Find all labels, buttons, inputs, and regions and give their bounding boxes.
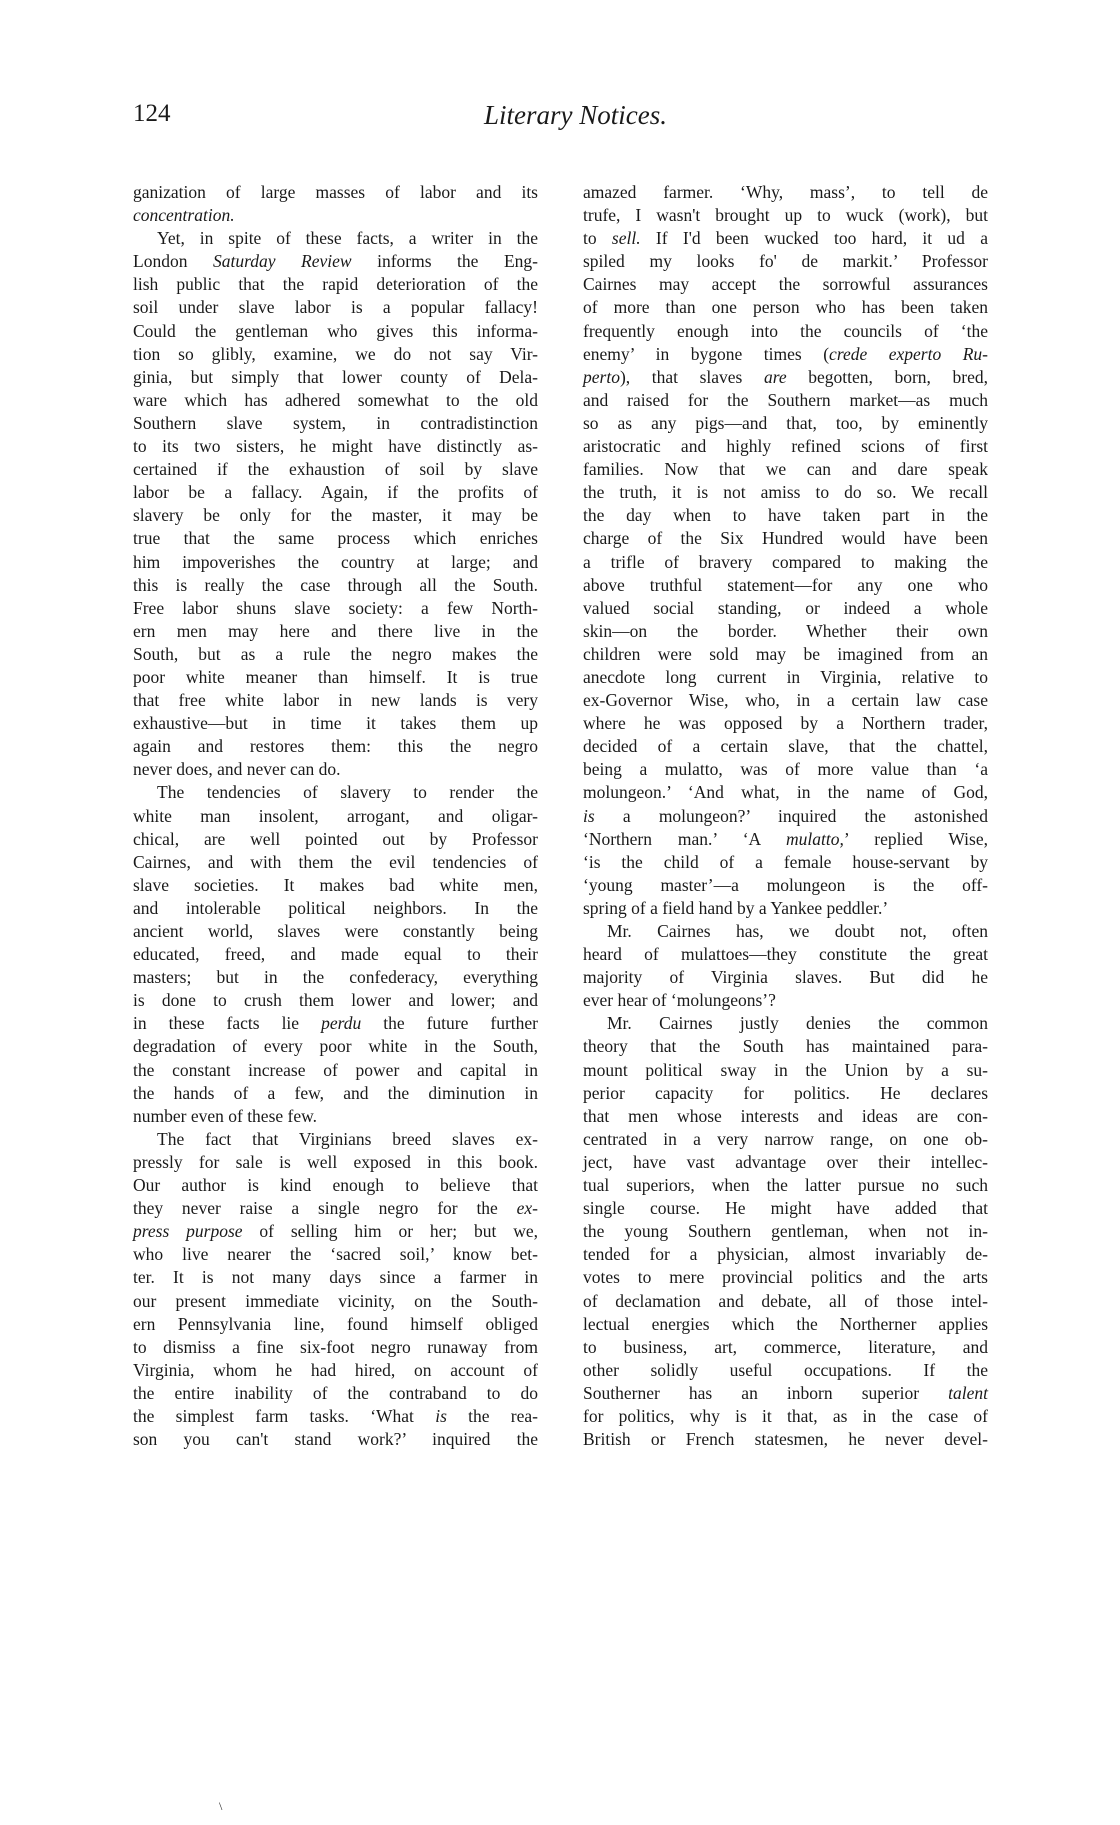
text-line: never does, and never can do. — [133, 759, 341, 780]
text-line: tual superiors, when the latter pursue no such — [583, 1175, 988, 1196]
text-line: ginia, but simply that lower county of Dela- — [133, 366, 538, 387]
text-line: true that the same process which enriches — [133, 528, 538, 549]
text-line: ern Pennsylvania line, found himself obliged — [133, 1313, 538, 1334]
text-line: frequently enough into the councils of ‘the — [583, 320, 988, 341]
text-line: above truthful statement—for any one who — [583, 574, 988, 595]
text-line: him impoverishes the country at large; and — [133, 551, 538, 572]
text-line: again and restores them: this the negro — [133, 736, 538, 757]
text-line: other solidly useful occupations. If the — [583, 1359, 988, 1380]
text-line: Mr. Cairnes has, we doubt not, often — [607, 921, 988, 941]
text-line: exhaustive—but in time it takes them up — [133, 713, 538, 734]
text-line: so as any pigs—and that, too, by eminently — [583, 412, 988, 433]
text-line: degradation of every poor white in the South, — [133, 1036, 538, 1057]
text-line: educated, freed, and made equal to their — [133, 944, 538, 965]
text-line: tended for a physician, almost invariably de- — [583, 1244, 988, 1265]
text-line: molungeon.’ ‘And what, in the name of God, — [583, 782, 988, 803]
text-line: in these facts lie perdu the future further — [133, 1013, 538, 1034]
text-line: the day when to have taken part in the — [583, 505, 988, 526]
text-line: of declamation and debate, all of those intel- — [583, 1290, 988, 1311]
text-line: heard of mulattoes—they constitute the great — [583, 944, 988, 965]
text-line: the simplest farm tasks. ‘What is the rea- — [133, 1405, 538, 1426]
text-line: skin—on the border. Whether their own — [583, 620, 988, 641]
text-line: single course. He might have added that — [583, 1198, 988, 1219]
text-line: mount political sway in the Union by a su- — [583, 1059, 988, 1080]
stray-mark: \ — [219, 1799, 223, 1813]
text-line: families. Now that we can and dare speak — [583, 459, 988, 480]
text-line: and intolerable political neighbors. In the — [133, 897, 538, 918]
text-line: certained if the exhaustion of soil by slave — [133, 459, 538, 480]
right-column — [583, 181, 988, 1451]
page-number: 124 — [133, 100, 171, 127]
text-line: soil under slave labor is a popular fallacy! — [133, 297, 538, 318]
text-line: ‘is the child of a female house-servant by — [583, 851, 988, 872]
text-line: masters; but in the confederacy, everything — [133, 967, 538, 988]
text-line: concentration. — [133, 205, 235, 226]
text-line: theory that the South has maintained para- — [583, 1036, 988, 1057]
text-line: Cairnes may accept the sorrowful assurances — [583, 274, 988, 295]
text-line: enemy’ in bygone times (crede experto Ru- — [583, 343, 988, 364]
text-line: trufe, I wasn't brought up to wuck (work), but — [583, 205, 988, 226]
text-line: perto), that slaves are begotten, born, bred, — [583, 366, 989, 387]
text-line: amazed farmer. ‘Why, mass’, to tell de — [583, 182, 988, 202]
text-line: they never raise a single negro for the ex- — [133, 1198, 538, 1219]
text-line: Southerner has an inborn superior talent — [583, 1382, 988, 1403]
text-line: to business, art, commerce, literature, and — [583, 1336, 988, 1357]
text-line: spring of a field hand by a Yankee peddler.’ — [583, 897, 889, 918]
text-line: white man insolent, arrogant, and oligar- — [133, 805, 538, 826]
text-line: number even of these few. — [133, 1105, 317, 1126]
text-line: is done to crush them lower and lower; and — [133, 990, 538, 1011]
text-line: where he was opposed by a Northern trader, — [583, 713, 988, 734]
text-line: of more than one person who has been taken — [583, 297, 988, 318]
text-line: poor white meaner than himself. It is true — [133, 666, 538, 687]
text-line: slave societies. It makes bad white men, — [133, 874, 538, 895]
text-line: labor be a fallacy. Again, if the profits of — [133, 482, 538, 503]
text-line: decided of a certain slave, that the chattel, — [583, 736, 988, 757]
text-line: valued social standing, or indeed a whole — [583, 597, 988, 618]
text-line: The tendencies of slavery to render the — [157, 782, 538, 803]
text-line: ancient world, slaves were constantly being — [133, 921, 538, 941]
text-line: for politics, why is it that, as in the case of — [583, 1405, 988, 1426]
text-line: the entire inability of the contraband to do — [133, 1382, 538, 1403]
text-line: press purpose of selling him or her; but we, — [133, 1221, 538, 1242]
text-line: being a mulatto, was of more value than ‘a — [583, 759, 988, 780]
text-line: the hands of a few, and the diminution in — [133, 1082, 538, 1103]
text-line: tion so glibly, examine, we do not say Vir- — [133, 343, 538, 364]
text-line: British or French statesmen, he never devel- — [583, 1429, 988, 1450]
text-line: Our author is kind enough to believe that — [133, 1175, 538, 1196]
text-line: who live nearer the ‘sacred soil,’ know bet- — [133, 1244, 538, 1265]
text-line: ject, have vast advantage over their intellec- — [583, 1151, 988, 1172]
text-line: ‘Northern man.’ ‘A mulatto,’ replied Wise, — [583, 828, 988, 849]
text-line: Cairnes, and with them the evil tendencies of — [133, 851, 538, 872]
text-line: to sell. If I'd been wucked too hard, it ud a — [583, 228, 988, 249]
text-line: spiled my looks fo' de markit.’ Professor — [583, 251, 988, 272]
text-line: and raised for the Southern market—as much — [583, 389, 988, 410]
text-line: anecdote long current in Virginia, relative to — [583, 666, 988, 687]
text-line: Yet, in spite of these facts, a writer in the — [157, 228, 538, 249]
text-line: perior capacity for politics. He declares — [583, 1082, 988, 1103]
text-line: a trifle of bravery compared to making the — [583, 551, 988, 572]
page-header — [133, 100, 978, 140]
text-line: ‘young master’—a molungeon is the off- — [583, 874, 988, 895]
text-line: ever hear of ‘molungeons’? — [583, 990, 776, 1011]
text-line: pressly for sale is well exposed in this book. — [133, 1151, 538, 1172]
text-line: our present immediate vicinity, on the South- — [133, 1290, 538, 1311]
text-line: that men whose interests and ideas are con- — [583, 1105, 988, 1126]
text-line: is a molungeon?’ inquired the astonished — [583, 805, 988, 826]
text-line: charge of the Six Hundred would have been — [583, 528, 988, 549]
text-line: Mr. Cairnes justly denies the common — [607, 1013, 988, 1034]
text-line: ganization of large masses of labor and its — [133, 182, 538, 202]
text-line: London Saturday Review informs the Eng- — [133, 251, 538, 272]
left-column — [133, 181, 538, 1451]
text-line: that free white labor in new lands is very — [133, 690, 538, 711]
text-line: Virginia, whom he had hired, on account of — [133, 1359, 538, 1380]
text-line: the constant increase of power and capital in — [133, 1059, 538, 1080]
text-line: Could the gentleman who gives this informa- — [133, 320, 538, 341]
text-line: Southern slave system, in contradistinction — [133, 412, 538, 433]
text-line: the young Southern gentleman, when not in- — [583, 1221, 988, 1242]
text-line: children were sold may be imagined from an — [583, 643, 988, 664]
text-line: aristocratic and highly refined scions of first — [583, 436, 988, 457]
text-line: The fact that Virginians breed slaves ex- — [157, 1128, 538, 1149]
text-line: son you can't stand work?’ inquired the — [133, 1429, 538, 1450]
text-line: to its two sisters, he might have distinctly as- — [133, 436, 538, 457]
text-line: South, but as a rule the negro makes the — [133, 643, 538, 664]
text-line: lectual energies which the Northerner applies — [583, 1313, 988, 1334]
text-line: centrated in a very narrow range, on one ob- — [583, 1128, 988, 1149]
text-line: votes to mere provincial politics and the arts — [583, 1267, 988, 1288]
text-line: slavery be only for the master, it may be — [133, 505, 538, 526]
text-line: the truth, it is not amiss to do so. We recall — [583, 482, 988, 503]
text-line: lish public that the rapid deterioration of the — [133, 274, 538, 295]
text-line: majority of Virginia slaves. But did he — [583, 967, 988, 988]
text-line: this is really the case through all the South. — [133, 574, 538, 595]
running-title: Literary Notices. — [484, 100, 667, 130]
text-line: chical, are well pointed out by Professor — [133, 828, 538, 849]
text-line: ern men may here and there live in the — [133, 620, 538, 641]
text-line: to dismiss a fine six-foot negro runaway from — [133, 1336, 538, 1357]
text-line: ex-Governor Wise, who, in a certain law case — [583, 690, 988, 711]
text-line: Free labor shuns slave society: a few North- — [133, 597, 538, 618]
text-line: ware which has adhered somewhat to the old — [133, 389, 538, 410]
text-line: ter. It is not many days since a farmer in — [133, 1267, 538, 1288]
